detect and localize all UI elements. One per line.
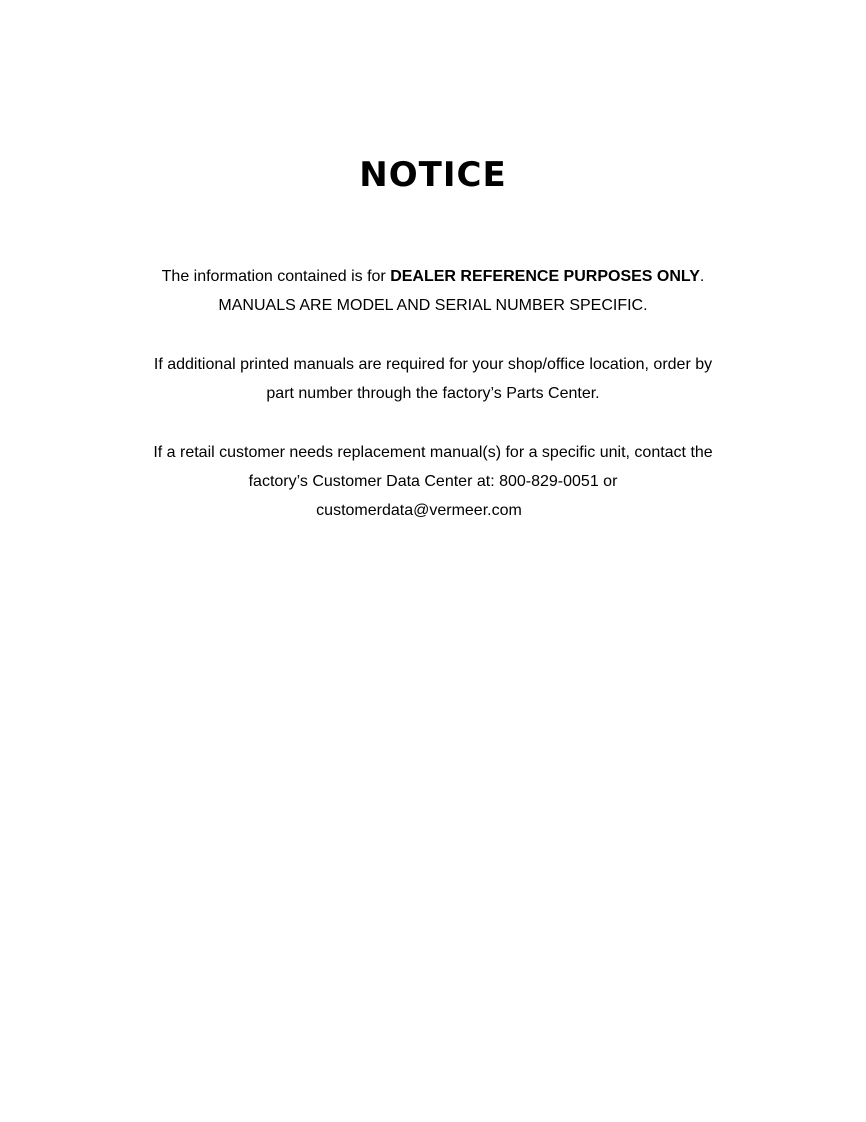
customer-data-center-line: factory’s Customer Data Center at: 800-829-0051 or xyxy=(248,473,618,490)
additional-manuals-line-1: If additional printed manuals are required for your shop/office location, order by xyxy=(153,356,713,373)
additional-manuals-line-2: part number through the factory’s Parts Center. xyxy=(266,385,600,402)
dealer-reference-line xyxy=(0,262,866,291)
replacement-manual-paragraph xyxy=(0,438,866,525)
dealer-reference-paragraph xyxy=(0,262,866,320)
notice-title: NOTICE xyxy=(359,155,507,195)
dealer-reference-prefix: The information contained is for xyxy=(161,268,391,285)
dealer-reference-period: . xyxy=(699,268,705,285)
dealer-reference-emphasis: DEALER REFERENCE PURPOSES ONLY xyxy=(390,268,700,285)
replacement-manual-line-1: If a retail customer needs replacement manual(s) for a specific unit, contact the xyxy=(153,444,713,461)
model-serial-specific-line: MANUALS ARE MODEL AND SERIAL NUMBER SPECIFIC. xyxy=(218,297,648,314)
customer-data-email: customerdata@vermeer.com xyxy=(316,502,522,519)
additional-manuals-paragraph xyxy=(0,350,866,408)
